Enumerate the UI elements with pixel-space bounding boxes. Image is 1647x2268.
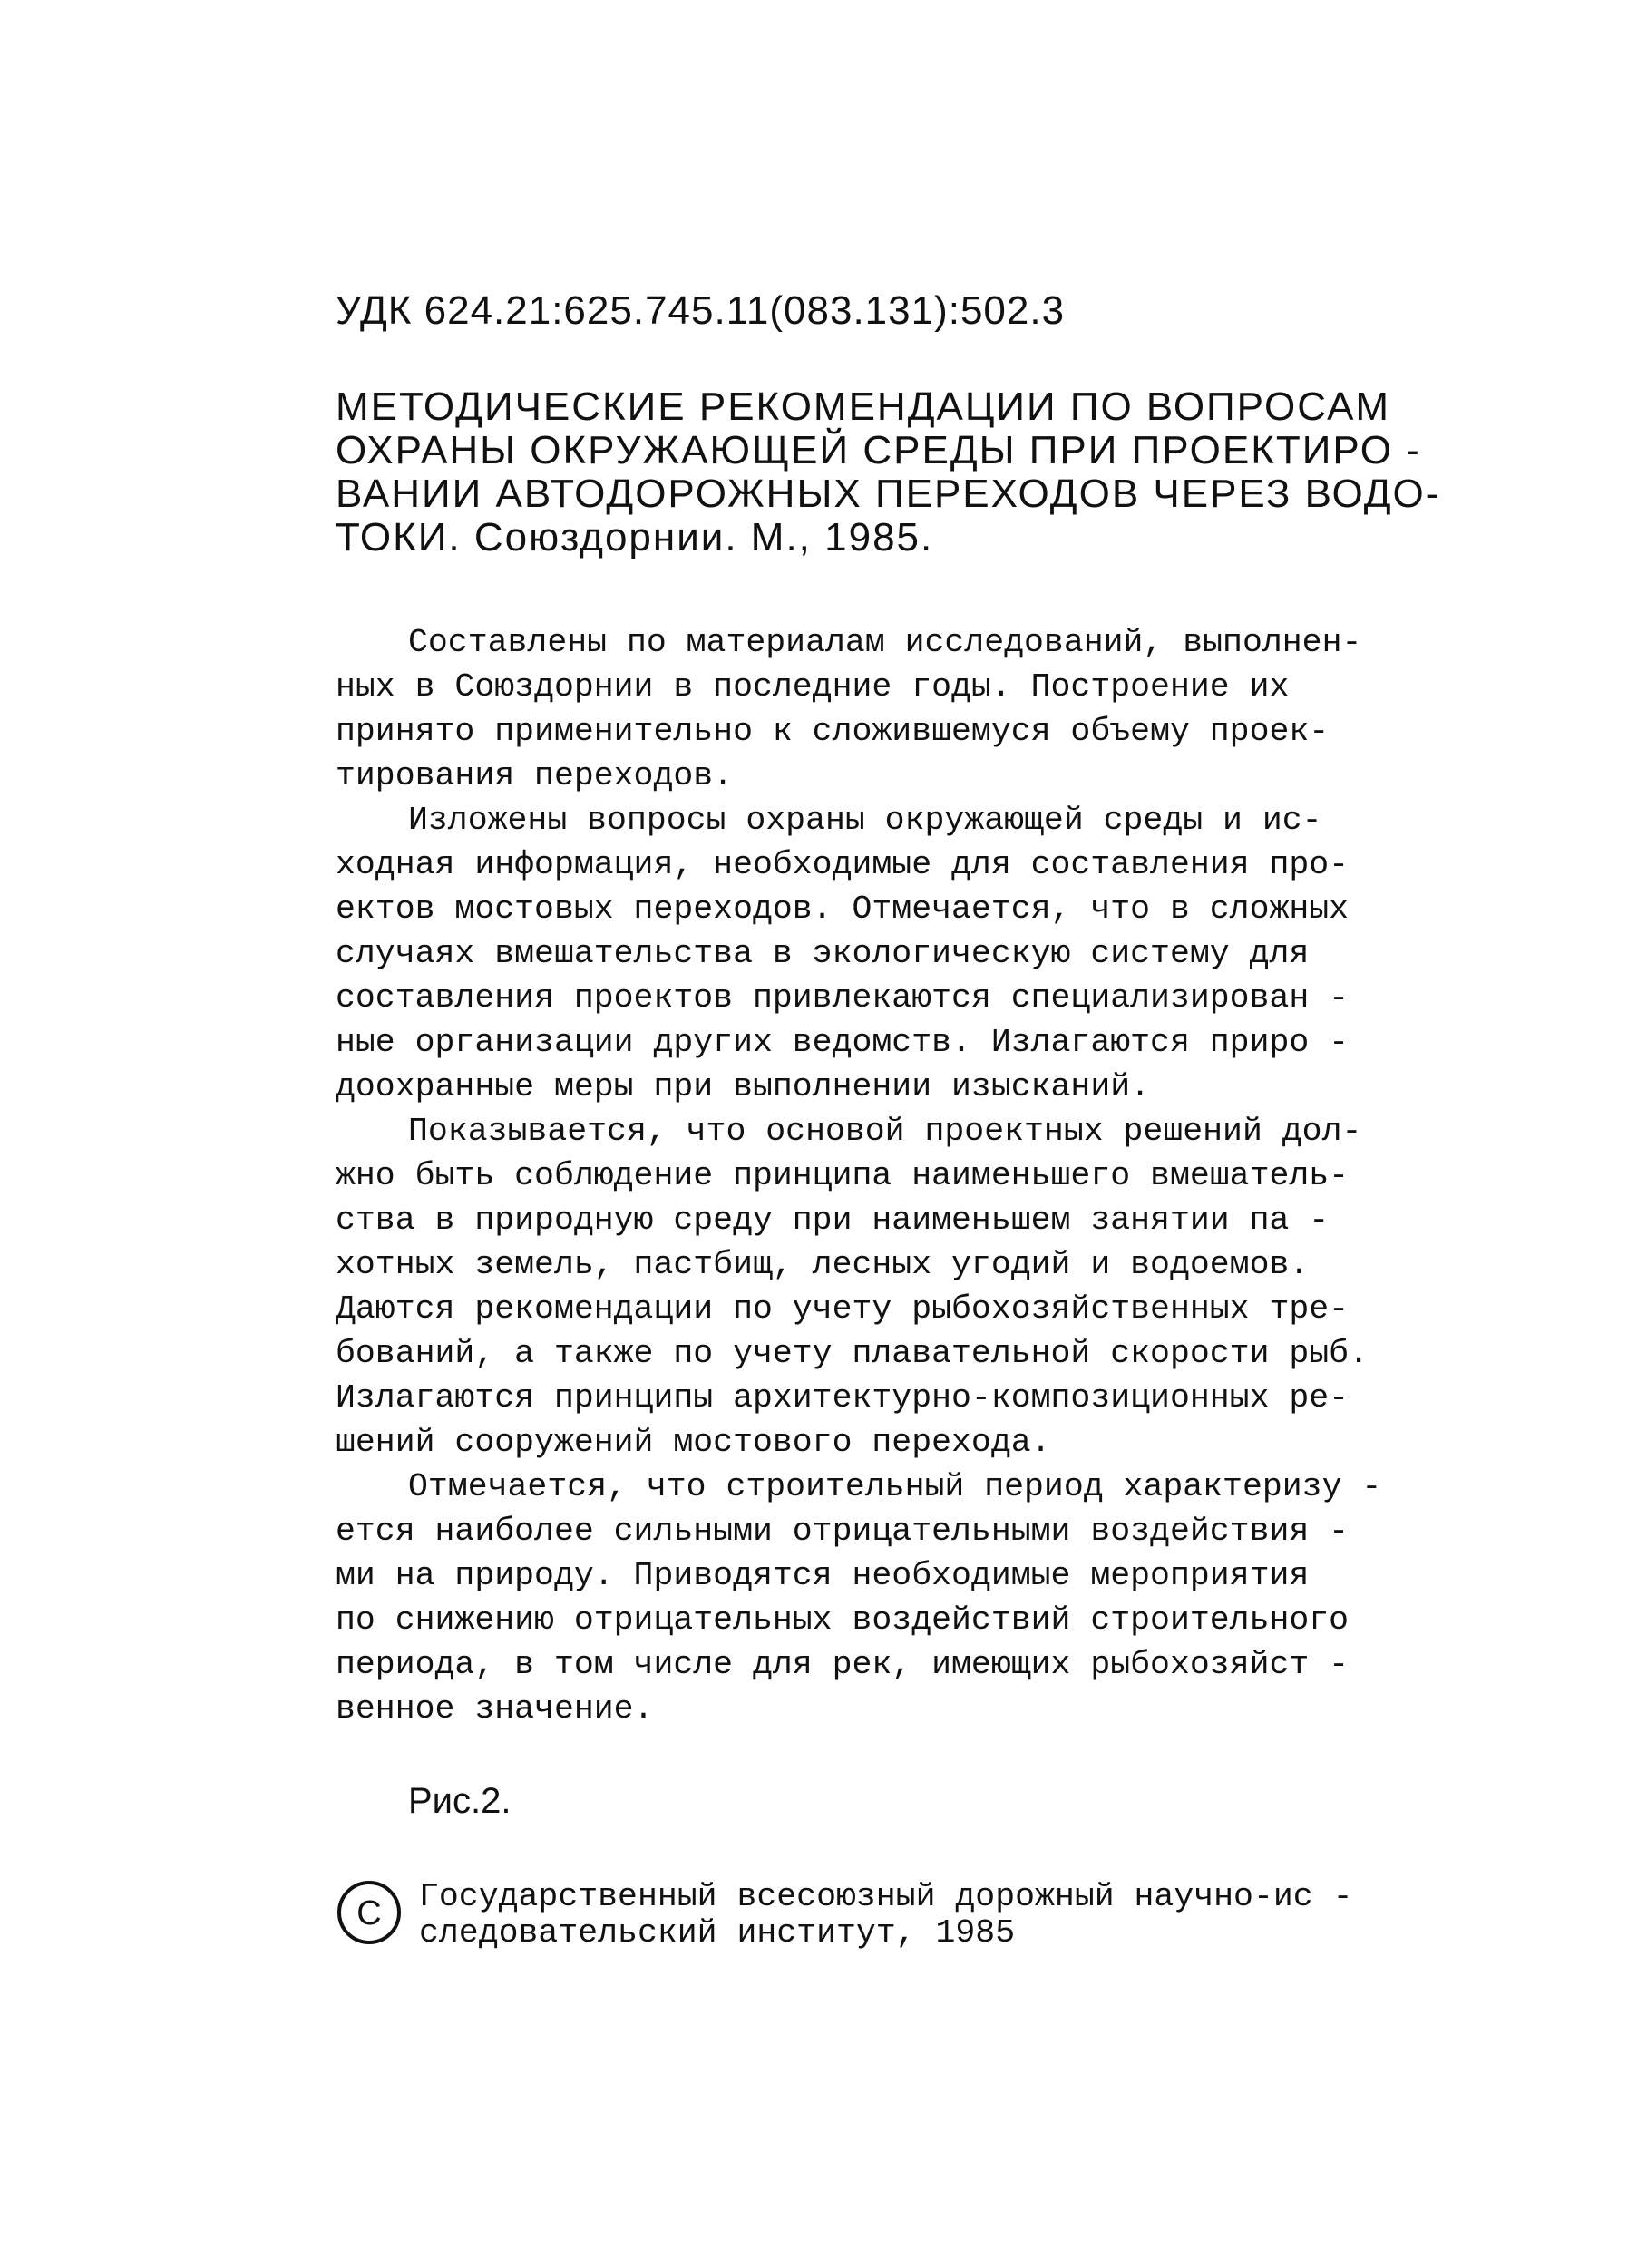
copyright-line: Государственный всесоюзный дорожный научно-ис -	[419, 1878, 1353, 1915]
copyright-text	[419, 1879, 1352, 1952]
abstract-line: хотных земель, пастбищ, лесных угодий и водоемов.	[336, 1246, 1310, 1283]
abstract-line: жно быть соблюдение принципа наименьшего вмешатель-	[336, 1157, 1350, 1194]
abstract-line: периода, в том числе для рек, имеющих рыбохозяйст -	[336, 1646, 1350, 1683]
abstract-line: ства в природную среду при наименьшем занятии па -	[336, 1202, 1330, 1239]
abstract-line: Даются рекомендации по учету рыбохозяйственных тре-	[336, 1290, 1350, 1328]
title-line: ВАНИИ АВТОДОРОЖНЫХ ПЕРЕХОДОВ ЧЕРЕЗ ВОДО-	[336, 472, 1441, 516]
abstract-line: ектов мостовых переходов. Отмечается, что в сложных	[336, 891, 1350, 928]
abstract-line: тирования переходов.	[336, 757, 734, 794]
udk-code: УДК 624.21:625.745.11(083.131):502.3	[336, 288, 1066, 333]
abstract-line: Изложены вопросы охраны окружающей среды и ис-	[408, 802, 1322, 839]
copyright-line: следовательский институт, 1985	[419, 1914, 1016, 1952]
abstract-line: ходная информация, необходимые для составления про-	[336, 846, 1350, 883]
abstract-line: ные организации других ведомств. Излагаются приро -	[336, 1024, 1350, 1061]
document-title	[336, 385, 1533, 560]
title-line: ТОКИ. Союздорнии. М., 1985.	[336, 515, 934, 560]
abstract-line: ми на природу. Приводятся необходимые мероприятия	[336, 1557, 1310, 1594]
abstract-line: случаях вмешательства в экологическую систему для	[336, 935, 1310, 972]
abstract-line: Излагаются принципы архитектурно-композиционных ре-	[336, 1379, 1350, 1416]
copyright-symbol: C	[356, 1894, 382, 1932]
abstract-line: венное значение.	[336, 1690, 654, 1728]
abstract-line: шений сооружений мостового перехода.	[336, 1424, 1051, 1461]
abstract-line: Показывается, что основой проектных решений дол-	[408, 1113, 1362, 1150]
abstract-line: Составлены по материалам исследований, выполнен-	[408, 624, 1362, 661]
figures-note: Рис.2.	[408, 1781, 512, 1821]
copyright-icon	[336, 1879, 403, 1946]
abstract	[336, 620, 1533, 1731]
abstract-line: по снижению отрицательных воздействий строительного	[336, 1601, 1350, 1639]
abstract-line: ных в Союздорнии в последние годы. Построение их	[336, 668, 1290, 706]
abstract-line: ется наиболее сильными отрицательными воздействия -	[336, 1513, 1350, 1550]
abstract-line: составления проектов привлекаются специализирован -	[336, 979, 1350, 1017]
abstract-line: доохранные меры при выполнении изысканий.	[336, 1068, 1151, 1105]
abstract-line: Отмечается, что строительный период характеризу -	[408, 1468, 1382, 1505]
title-line: МЕТОДИЧЕСКИЕ РЕКОМЕНДАЦИИ ПО ВОПРОСАМ	[336, 384, 1391, 429]
abstract-line: принято применительно к сложившемуся объему проек-	[336, 713, 1330, 750]
abstract-line: бований, а также по учету плавательной скорости рыб.	[336, 1335, 1369, 1372]
title-line: ОХРАНЫ ОКРУЖАЮЩЕЙ СРЕДЫ ПРИ ПРОЕКТИРО -	[336, 428, 1421, 472]
